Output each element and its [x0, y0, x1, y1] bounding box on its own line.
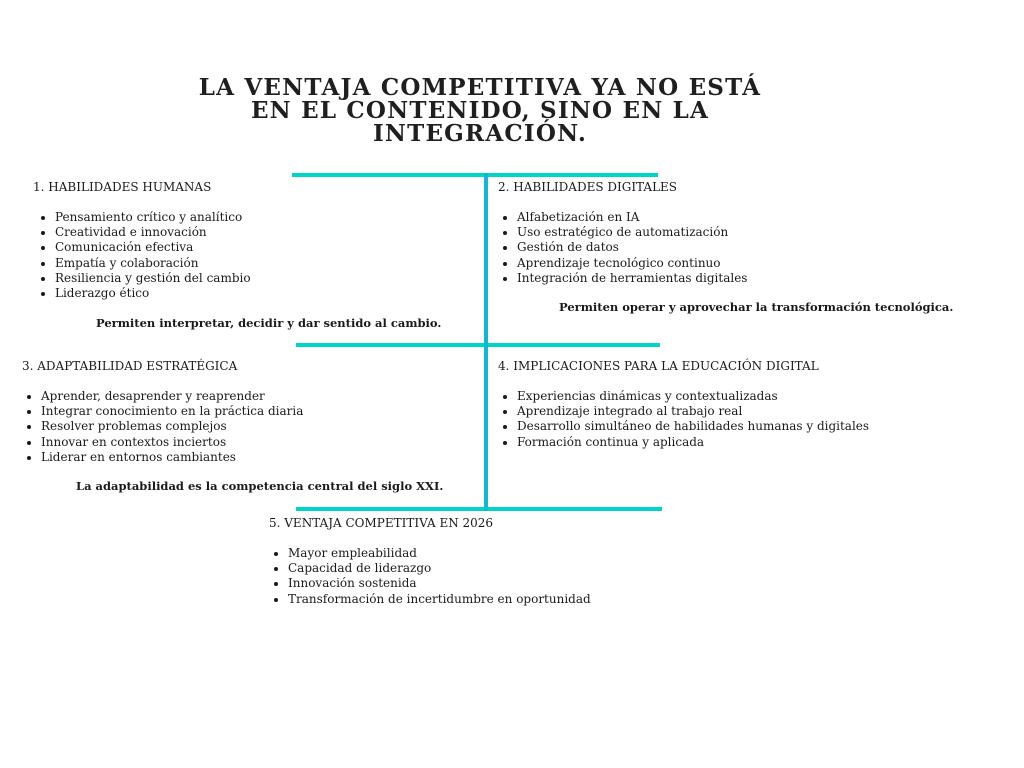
list-item: Creatividad e innovación	[36, 225, 251, 240]
section-title: 2. HABILIDADES DIGITALES	[498, 180, 678, 194]
list-item: Liderar en entornos cambiantes	[22, 450, 303, 465]
bullet-list	[498, 389, 869, 450]
section-adaptabilidad-estrategica	[22, 359, 303, 465]
bullet-list	[269, 546, 591, 607]
divider-vertical	[484, 173, 488, 511]
list-item: Gestión de datos	[498, 240, 747, 255]
list-item: Resiliencia y gestión del cambio	[36, 271, 251, 286]
section-1-conclusion: Permiten interpretar, decidir y dar sentido al cambio.	[96, 316, 442, 330]
list-item: Aprendizaje integrado al trabajo real	[498, 404, 869, 419]
list-item: Aprendizaje tecnológico continuo	[498, 256, 747, 271]
title-line-1: LA VENTAJA COMPETITIVA YA NO ESTÁ	[198, 74, 762, 101]
bullet-list	[498, 210, 747, 286]
list-item: Mayor empleabilidad	[269, 546, 591, 561]
page-title	[180, 76, 780, 145]
list-item: Pensamiento crítico y analítico	[36, 210, 251, 225]
section-implicaciones-educacion	[498, 359, 869, 450]
section-title: 4. IMPLICACIONES PARA LA EDUCACIÓN DIGITAL	[498, 359, 819, 373]
bullet-list	[36, 210, 251, 301]
list-item: Formación continua y aplicada	[498, 435, 869, 450]
list-item: Alfabetización en IA	[498, 210, 747, 225]
list-item: Empatía y colaboración	[36, 256, 251, 271]
list-item: Integración de herramientas digitales	[498, 271, 747, 286]
list-item: Transformación de incertidumbre en oportunidad	[269, 592, 591, 607]
list-item: Uso estratégico de automatización	[498, 225, 747, 240]
list-item: Experiencias dinámicas y contextualizadas	[498, 389, 869, 404]
list-item: Liderazgo ético	[36, 286, 251, 301]
section-ventaja-competitiva-2026	[269, 516, 591, 607]
divider-bottom	[296, 507, 662, 511]
section-habilidades-digitales	[498, 180, 747, 286]
list-item: Desarrollo simultáneo de habilidades humanas y digitales	[498, 419, 869, 434]
section-3-conclusion: La adaptabilidad es la competencia central del siglo XXI.	[76, 479, 444, 493]
section-title: 5. VENTAJA COMPETITIVA EN 2026	[269, 516, 494, 530]
list-item: Capacidad de liderazgo	[269, 561, 591, 576]
list-item: Comunicación efectiva	[36, 240, 251, 255]
list-item: Innovación sostenida	[269, 576, 591, 591]
list-item: Innovar en contextos inciertos	[22, 435, 303, 450]
section-2-conclusion: Permiten operar y aprovechar la transformación tecnológica.	[559, 300, 954, 314]
divider-top	[292, 173, 658, 177]
section-title: 3. ADAPTABILIDAD ESTRATÉGICA	[22, 359, 238, 373]
list-item: Aprender, desaprender y reaprender	[22, 389, 303, 404]
list-item: Resolver problemas complejos	[22, 419, 303, 434]
list-item: Integrar conocimiento en la práctica diaria	[22, 404, 303, 419]
title-line-3: INTEGRACIÓN.	[372, 120, 588, 147]
section-number: 1.	[33, 180, 45, 194]
section-title: HABILIDADES HUMANAS	[48, 180, 212, 194]
bullet-list	[22, 389, 303, 465]
section-heading	[33, 180, 251, 195]
section-habilidades-humanas	[33, 180, 251, 301]
title-line-2: EN EL CONTENIDO, SINO EN LA	[250, 97, 710, 124]
divider-middle	[296, 343, 660, 347]
